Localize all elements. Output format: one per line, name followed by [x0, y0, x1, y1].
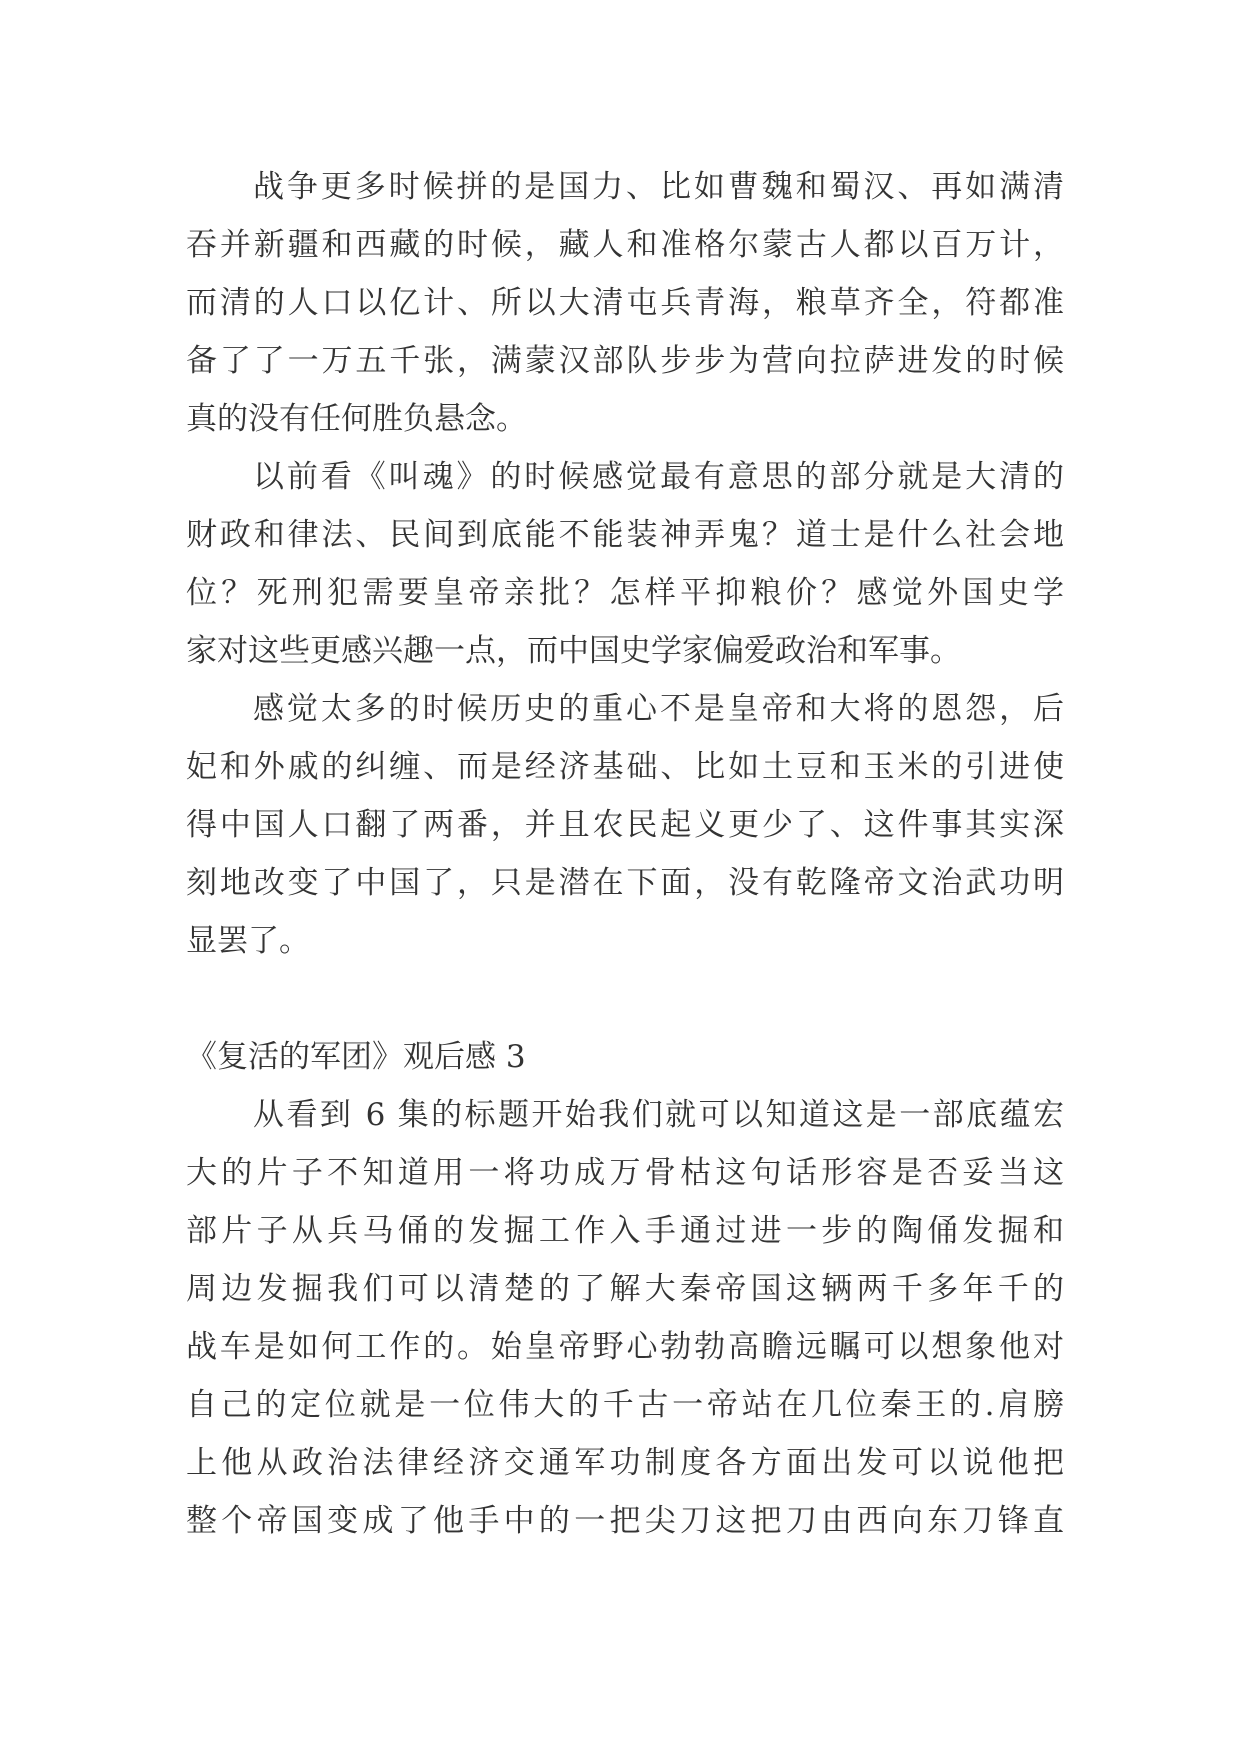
text-line: 部片子从兵马俑的发掘工作入手通过进一步的陶俑发掘和 [186, 1213, 1064, 1249]
blank-line [186, 970, 1064, 1028]
document-page [186, 158, 1064, 1550]
text-line: 妃和外戚的纠缠、而是经济基础、比如土豆和玉米的引进使 [186, 749, 1064, 785]
text-line: 备了了一万五千张，满蒙汉部队步步为营向拉萨进发的时候 [186, 343, 1064, 379]
text-line: 显罢了。 [186, 923, 310, 959]
text-line: 整个帝国变成了他手中的一把尖刀这把刀由西向东刀锋直 [186, 1503, 1064, 1539]
text-line: 真的没有任何胜负悬念。 [186, 401, 527, 437]
text-line: 刻地改变了中国了，只是潜在下面，没有乾隆帝文治武功明 [186, 865, 1064, 901]
paragraph-review-3 [186, 1086, 1064, 1550]
text-line: 财政和律法、民间到底能不能装神弄鬼？道士是什么社会地 [186, 517, 1064, 553]
text-line: 感觉太多的时候历史的重心不是皇帝和大将的恩怨，后 [253, 691, 1064, 727]
text-line: 自己的定位就是一位伟大的千古一帝站在几位秦王的.肩膀 [186, 1387, 1064, 1423]
paragraph-jiaohun-book [186, 448, 1064, 680]
text-line: 吞并新疆和西藏的时候，藏人和准格尔蒙古人都以百万计， [186, 227, 1064, 263]
text-line: 大的片子不知道用一将功成万骨枯这句话形容是否妥当这 [186, 1155, 1064, 1191]
text-line: 而清的人口以亿计、所以大清屯兵青海，粮草齐全，符都准 [186, 285, 1064, 321]
text-line: 从看到 6 集的标题开始我们就可以知道这是一部底蕴宏 [253, 1097, 1064, 1133]
section-heading: 《复活的军团》观后感 3 [186, 1039, 526, 1075]
paragraph-war-national-power [186, 158, 1064, 448]
text-line: 得中国人口翻了两番，并且农民起义更少了、这件事其实深 [186, 807, 1064, 843]
text-line: 战车是如何工作的。始皇帝野心勃勃高瞻远瞩可以想象他对 [186, 1329, 1064, 1365]
paragraph-history-focus [186, 680, 1064, 970]
text-line: 家对这些更感兴趣一点，而中国史学家偏爱政治和军事。 [186, 633, 961, 669]
text-line: 上他从政治法律经济交通军功制度各方面出发可以说他把 [186, 1445, 1064, 1481]
text-line: 周边发掘我们可以清楚的了解大秦帝国这辆两千多年千的 [186, 1271, 1064, 1307]
text-line: 以前看《叫魂》的时候感觉最有意思的部分就是大清的 [253, 459, 1064, 495]
text-line: 战争更多时候拼的是国力、比如曹魏和蜀汉、再如满清 [253, 169, 1064, 205]
text-line: 位？死刑犯需要皇帝亲批？怎样平抑粮价？感觉外国史学 [186, 575, 1064, 611]
